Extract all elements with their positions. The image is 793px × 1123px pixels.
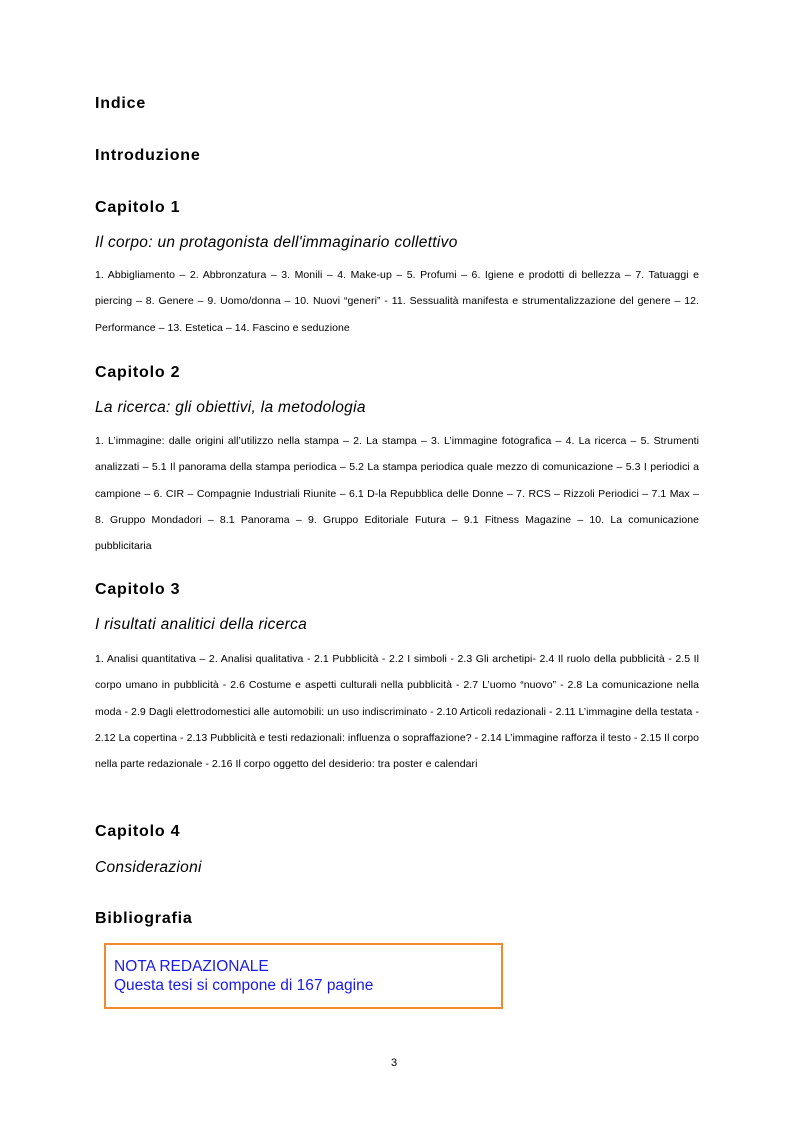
chapter-2-contents: 1. L’immagine: dalle origini all’utilizzo nella stampa – 2. La stampa – 3. L’immagine fotografica – 4. La ricerca – 5. Strumenti analizzati – 5.1 Il panorama della stampa periodica – 5.2 La stampa periodica quale mezzo di comunicazione – 5.3 I periodici a campione – 6. CIR – Compagnie Industriali Riunite – 6.1 D-la Repubblica delle Donne – 7. RCS – Rizzoli Periodici – 7.1 Max – 8. Gruppo Mondadori – 8.1 Panorama – 9. Gruppo Editoriale Futura – 9.1 Fitness Magazine – 10. La comunicazione pubblicitaria [95,435,699,553]
chapter-4-subtitle: Considerazioni [95,859,202,876]
chapter-3-subtitle: I risultati analitici della ricerca [95,616,308,633]
chapter-2-subtitle: La ricerca: gli obiettivi, la metodologia [95,399,366,416]
index-title: Indice [95,95,147,112]
chapter-4-heading: Capitolo 4 [95,823,181,840]
chapter-1-contents: 1. Abbigliamento – 2. Abbronzatura – 3. Monili – 4. Make-up – 5. Profumi – 6. Igiene e prodotti di bellezza – 7. Tatuaggi e piercing – 8. Genere – 9. Uomo/donna – 10. Nuovi “generi” - 11. Sessualità manifesta e strumentalizzazione del genere – 12. Performance – 13. Estetica – 14. Fascino e seduzione [95,269,699,334]
chapter-1-heading: Capitolo 1 [95,199,181,216]
bibliography-heading: Bibliografia [95,910,193,927]
page-number: 3 [391,1057,398,1069]
editorial-note-box [104,943,503,1009]
chapter-2-heading: Capitolo 2 [95,364,181,381]
editorial-note-text: Questa tesi si compone di 167 pagine [114,977,374,994]
chapter-1-subtitle: Il corpo: un protagonista dell'immaginario collettivo [95,234,458,251]
editorial-note-title: NOTA REDAZIONALE [114,958,269,975]
chapter-3-heading: Capitolo 3 [95,581,181,598]
chapter-3-contents: 1. Analisi quantitativa – 2. Analisi qualitativa - 2.1 Pubblicità - 2.2 I simboli - 2.3 Gli archetipi- 2.4 Il ruolo della pubblicità - 2.5 Il corpo umano in pubblicità - 2.6 Costume e aspetti culturali nella pubblicità - 2.7 L’uomo “nuovo” - 2.8 La comunicazione nella moda - 2.9 Dagli elettrodomestici alle automobili: un uso indiscriminato - 2.10 Articoli redazionali - 2.11 L’immagine della testata - 2.12 La copertina - 2.13 Pubblicità e testi redazionali: influenza o sopraffazione? - 2.14 L’immagine rafforza il testo - 2.15 Il corpo nella parte redazionale - 2.16 Il corpo oggetto del desiderio: tra poster e calendari [95,653,699,771]
introduction-heading: Introduzione [95,147,201,164]
